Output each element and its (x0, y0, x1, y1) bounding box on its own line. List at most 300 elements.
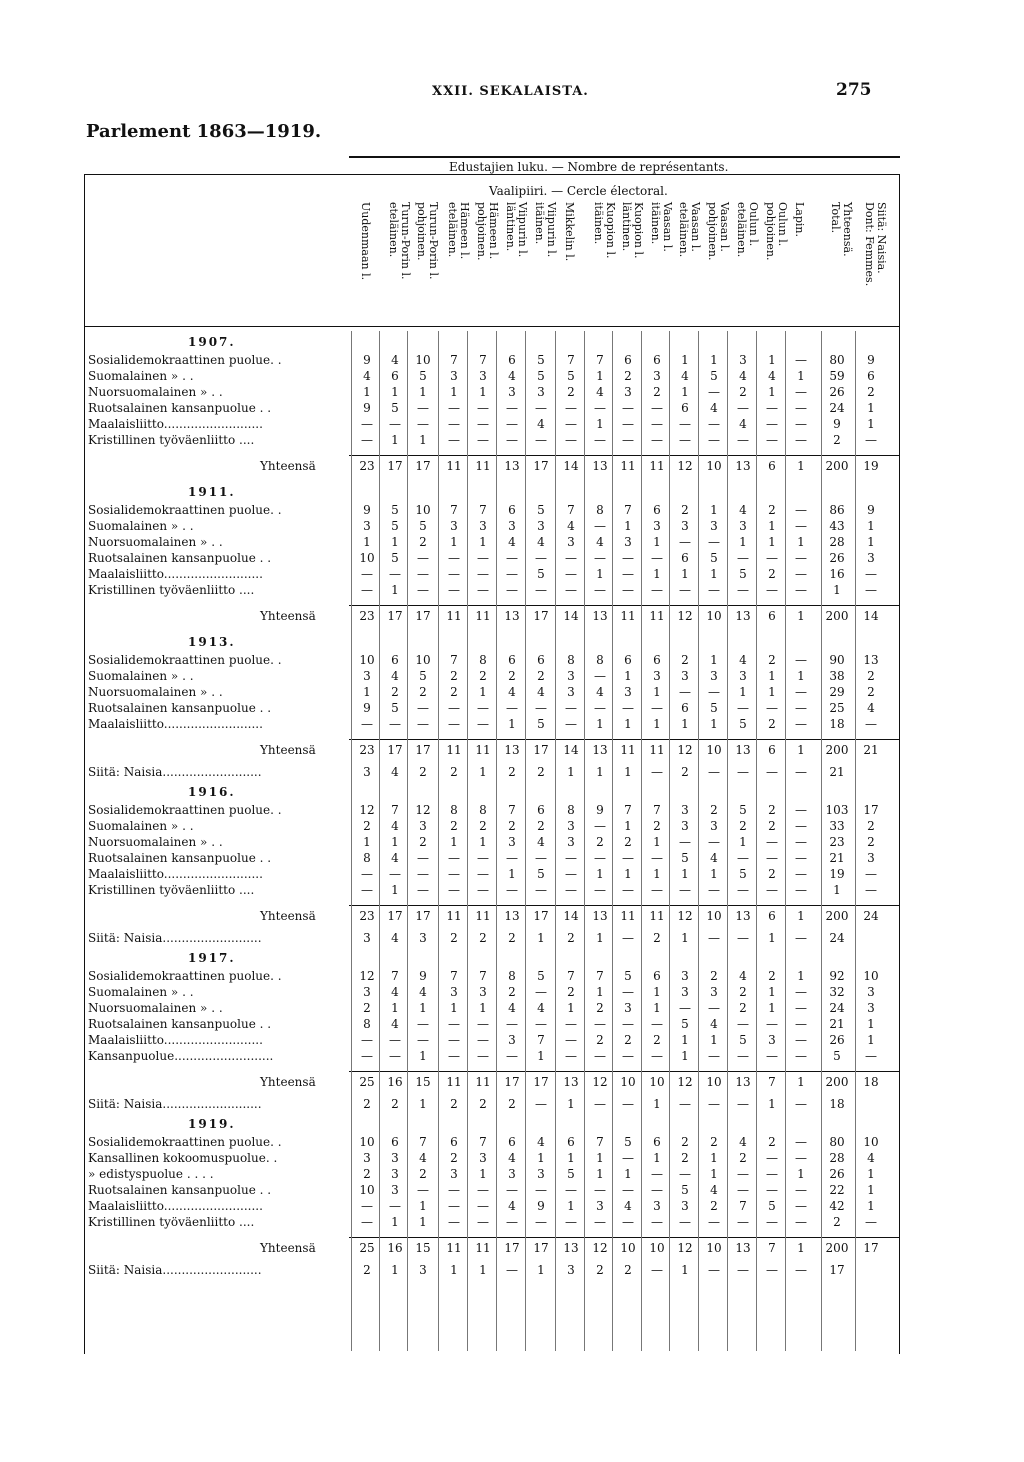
table-row (84, 1166, 900, 1182)
table-cell: 11 (475, 459, 491, 473)
table-cell: — (535, 401, 547, 415)
table-cell: — (795, 551, 807, 565)
table-cell: — (594, 583, 606, 597)
table-cell: 7 (391, 803, 399, 817)
table-cell: — (594, 519, 606, 533)
column-header-2 (381, 202, 412, 320)
table-cell: 10 (620, 1075, 636, 1089)
table-cell: — (622, 1097, 634, 1111)
table-cell: — (651, 417, 663, 431)
row-label: Nuorsuomalainen » . . (88, 535, 223, 549)
table-cell: 3 (567, 685, 575, 699)
table-cell: 3 (450, 369, 458, 383)
table-cell: — (448, 1199, 460, 1213)
table-cell: 1 (624, 819, 632, 833)
table-cell: — (766, 401, 778, 415)
table-cell: — (565, 883, 577, 897)
table-cell: 6 (768, 909, 776, 923)
table-cell: 4 (739, 369, 747, 383)
table-cell: 12 (677, 1241, 693, 1255)
table-cell: 17 (387, 609, 403, 623)
table-row (84, 518, 900, 534)
table-cell: 2 (653, 931, 661, 945)
column-header-3 (409, 202, 440, 320)
table-cell: — (448, 583, 460, 597)
table-cell: — (361, 717, 373, 731)
table-cell: — (865, 1215, 877, 1229)
table-cell: — (594, 551, 606, 565)
table-cell: 6 (508, 503, 516, 517)
table-cell: 13 (504, 609, 520, 623)
table-cell: 17 (533, 743, 549, 757)
row-label: Maalaisliitto.......................... (88, 717, 263, 731)
column-header-label: Hämeen l. pohjoinen. (475, 202, 500, 261)
table-cell: 2 (768, 867, 776, 881)
table-cell: 2 (537, 819, 545, 833)
table-cell: — (708, 1049, 720, 1063)
table-cell: 1 (450, 385, 458, 399)
table-cell: — (477, 1033, 489, 1047)
table-cell: 1 (867, 401, 875, 415)
table-cell: 5 (710, 551, 718, 565)
table-cell: — (795, 567, 807, 581)
table-cell: 25 (359, 1075, 375, 1089)
table-cell: 2 (596, 1263, 604, 1277)
table-cell: 200 (825, 909, 849, 923)
table-cell: — (594, 1017, 606, 1031)
table-cell: 6 (653, 1135, 661, 1149)
table-cell: — (361, 567, 373, 581)
table-cell: 17 (387, 743, 403, 757)
table-cell: 1 (681, 567, 689, 581)
table-cell: 1 (710, 867, 718, 881)
table-cell: — (795, 985, 807, 999)
table-cell: — (708, 765, 720, 779)
table-cell: 2 (450, 669, 458, 683)
table-cell: 4 (537, 1135, 545, 1149)
row-label: Yhteensä (260, 459, 316, 473)
table-cell: 4 (419, 985, 427, 999)
table-cell: — (795, 835, 807, 849)
table-row (84, 502, 900, 518)
table-cell: 2 (419, 835, 427, 849)
table-cell: — (594, 433, 606, 447)
row-label: Kansallinen kokoomuspuolue. . (88, 1151, 278, 1165)
table-cell: 1 (479, 385, 487, 399)
table-cell: 9 (867, 353, 875, 367)
table-cell: 7 (450, 969, 458, 983)
table-cell: — (795, 1199, 807, 1213)
table-cell: 5 (739, 1033, 747, 1047)
table-cell: 59 (829, 369, 845, 383)
table-cell: — (679, 1001, 691, 1015)
table-cell: — (622, 985, 634, 999)
column-rule (821, 331, 822, 1351)
table-cell: 12 (415, 803, 431, 817)
table-cell: 1 (479, 1167, 487, 1181)
table-cell: 1 (867, 417, 875, 431)
table-cell: 9 (833, 417, 841, 431)
table-cell: 8 (567, 653, 575, 667)
table-cell: 1 (624, 765, 632, 779)
table-cell: 11 (620, 909, 636, 923)
table-cell: 3 (681, 985, 689, 999)
row-label: Kristillinen työväenliitto .... (88, 583, 255, 597)
table-cell: 3 (710, 519, 718, 533)
table-cell: — (622, 1215, 634, 1229)
table-cell: — (766, 851, 778, 865)
table-cell: 9 (363, 503, 371, 517)
table-cell: 17 (504, 1075, 520, 1089)
table-cell: 1 (596, 717, 604, 731)
table-cell: 2 (479, 819, 487, 833)
table-cell: 1 (419, 1199, 427, 1213)
table-cell: — (795, 401, 807, 415)
table-cell: 3 (479, 1151, 487, 1165)
table-cell: — (506, 1263, 518, 1277)
table-cell: 17 (387, 909, 403, 923)
table-cell: 2 (508, 985, 516, 999)
table-cell: — (766, 765, 778, 779)
table-cell: — (651, 883, 663, 897)
table-cell: 1 (419, 433, 427, 447)
table-cell: 2 (653, 1033, 661, 1047)
table-cell: 12 (677, 909, 693, 923)
table-cell: 1 (508, 717, 516, 731)
group-header-representatives: Edustajien luku. — Nombre de représentants. (449, 160, 729, 174)
table-cell: 1 (596, 567, 604, 581)
row-label: Suomalainen » . . (88, 985, 194, 999)
table-cell: 3 (567, 535, 575, 549)
table-cell: 10 (863, 969, 879, 983)
table-cell: 1 (681, 717, 689, 731)
table-cell: 24 (829, 401, 845, 415)
row-label: Yhteensä (260, 1241, 316, 1255)
table-cell: — (565, 551, 577, 565)
table-cell: — (389, 867, 401, 881)
table-row (84, 882, 900, 898)
table-cell: 13 (735, 459, 751, 473)
table-cell: — (679, 535, 691, 549)
table-cell: 1 (391, 433, 399, 447)
row-label: Sosialidemokraattinen puolue. . (88, 1135, 282, 1149)
table-cell: 2 (479, 931, 487, 945)
table-cell: 1 (681, 385, 689, 399)
table-cell: 3 (450, 1167, 458, 1181)
table-cell: 42 (829, 1199, 845, 1213)
total-row (84, 742, 900, 758)
table-cell: 2 (768, 819, 776, 833)
table-cell: 5 (391, 551, 399, 565)
table-cell: 4 (391, 1017, 399, 1031)
table-cell: 2 (681, 765, 689, 779)
table-cell: 80 (829, 1135, 845, 1149)
table-cell: 17 (863, 803, 879, 817)
table-cell: — (417, 1033, 429, 1047)
table-cell: 1 (450, 835, 458, 849)
table-cell: 1 (419, 1097, 427, 1111)
table-cell: — (622, 701, 634, 715)
table-cell: — (766, 551, 778, 565)
table-cell: — (708, 535, 720, 549)
table-cell: 3 (363, 931, 371, 945)
table-cell: 2 (653, 385, 661, 399)
table-cell: — (565, 701, 577, 715)
table-cell: 7 (624, 803, 632, 817)
table-cell: — (506, 1215, 518, 1229)
page-number: 275 (836, 80, 872, 100)
table-cell: 3 (681, 803, 689, 817)
table-cell: 2 (710, 969, 718, 983)
table-cell: — (651, 401, 663, 415)
table-cell: — (795, 1263, 807, 1277)
table-cell: 7 (596, 969, 604, 983)
table-cell: 24 (829, 1001, 845, 1015)
table-cell: 1 (363, 685, 371, 699)
table-cell: 12 (677, 609, 693, 623)
table-cell: 2 (363, 1001, 371, 1015)
table-cell: — (594, 701, 606, 715)
column-header-label: Kuopion l. itäinen. (592, 202, 617, 259)
table-cell: — (766, 835, 778, 849)
row-label: Suomalainen » . . (88, 369, 194, 383)
table-cell: 2 (867, 819, 875, 833)
table-cell: 12 (592, 1075, 608, 1089)
table-cell: 11 (475, 1241, 491, 1255)
table-cell: 1 (797, 743, 805, 757)
table-cell: 200 (825, 459, 849, 473)
row-label: Kristillinen työväenliitto .... (88, 1215, 255, 1229)
table-cell: 2 (363, 1097, 371, 1111)
table-cell: 1 (567, 1199, 575, 1213)
table-cell: 3 (710, 669, 718, 683)
table-cell: — (477, 1017, 489, 1031)
table-cell: — (622, 433, 634, 447)
table-cell: 2 (419, 765, 427, 779)
table-cell: — (679, 433, 691, 447)
table-cell: 200 (825, 609, 849, 623)
table-cell: 7 (537, 1033, 545, 1047)
table-cell: 11 (446, 743, 462, 757)
table-cell: 13 (863, 653, 879, 667)
table-row (84, 930, 900, 946)
table-cell: 10 (359, 1135, 375, 1149)
table-cell: 11 (649, 909, 665, 923)
table-cell: 1 (867, 1199, 875, 1213)
table-cell: 2 (768, 803, 776, 817)
table-cell: — (565, 717, 577, 731)
table-cell: 5 (681, 1183, 689, 1197)
table-cell: 1 (537, 1263, 545, 1277)
table-cell: 4 (391, 819, 399, 833)
table-cell: 1 (479, 835, 487, 849)
table-cell: 6 (391, 369, 399, 383)
table-cell: 1 (653, 867, 661, 881)
column-header-label: Vaasan l. eteläinen. (677, 202, 702, 258)
table-cell: 1 (479, 765, 487, 779)
table-cell: — (477, 401, 489, 415)
table-cell: 3 (479, 519, 487, 533)
table-cell: 1 (537, 1151, 545, 1165)
table-cell: — (737, 401, 749, 415)
row-label: Maalaisliitto.......................... (88, 1033, 263, 1047)
table-cell: — (506, 851, 518, 865)
row-label: Nuorsuomalainen » . . (88, 835, 223, 849)
page-title: Parlement 1863—1919. (86, 121, 322, 142)
table-cell: — (417, 1017, 429, 1031)
table-cell: 4 (391, 985, 399, 999)
table-cell: — (766, 433, 778, 447)
row-label: Kristillinen työväenliitto .... (88, 433, 255, 447)
table-cell: 3 (363, 1151, 371, 1165)
table-cell: 43 (829, 519, 845, 533)
row-label: Sosialidemokraattinen puolue. . (88, 969, 282, 983)
table-cell: — (448, 401, 460, 415)
table-cell: 26 (829, 551, 845, 565)
row-label: Sosialidemokraattinen puolue. . (88, 503, 282, 517)
table-cell: 11 (446, 1241, 462, 1255)
table-cell: — (477, 567, 489, 581)
table-cell: 2 (419, 535, 427, 549)
table-cell: 3 (508, 519, 516, 533)
table-cell: 4 (681, 369, 689, 383)
table-cell: 1 (653, 535, 661, 549)
table-cell: — (448, 567, 460, 581)
table-cell: 1 (710, 567, 718, 581)
table-row (84, 968, 900, 984)
table-cell: 5 (739, 803, 747, 817)
table-cell: — (651, 1167, 663, 1181)
row-label: Nuorsuomalainen » . . (88, 1001, 223, 1015)
table-cell: — (594, 401, 606, 415)
table-cell: 2 (508, 669, 516, 683)
column-header-label: Mikkelin l. (563, 202, 576, 262)
table-cell: — (594, 1215, 606, 1229)
table-cell: — (506, 433, 518, 447)
table-cell: 4 (739, 969, 747, 983)
table-cell: 1 (797, 669, 805, 683)
table-cell: — (795, 503, 807, 517)
table-cell: 1 (710, 1167, 718, 1181)
table-cell: 3 (508, 835, 516, 849)
table-cell: 3 (479, 985, 487, 999)
table-cell: 17 (387, 459, 403, 473)
column-header-5 (469, 202, 500, 320)
table-row (84, 1096, 900, 1112)
table-cell: 5 (624, 969, 632, 983)
table-cell: 4 (537, 685, 545, 699)
table-cell: — (417, 417, 429, 431)
table-cell: 1 (363, 835, 371, 849)
table-cell: 13 (735, 1075, 751, 1089)
table-cell: — (795, 385, 807, 399)
table-cell: 17 (829, 1263, 845, 1277)
table-cell: — (737, 931, 749, 945)
table-cell: — (417, 567, 429, 581)
table-cell: 26 (829, 385, 845, 399)
table-cell: 5 (391, 503, 399, 517)
table-cell: 6 (867, 369, 875, 383)
table-cell: 3 (681, 969, 689, 983)
table-cell: 1 (653, 1001, 661, 1015)
table-cell: 1 (419, 1215, 427, 1229)
table-cell: 21 (863, 743, 879, 757)
table-cell: 2 (833, 1215, 841, 1229)
column-header-label: Oulun l. pohjoinen. (764, 202, 789, 261)
table-cell: 3 (653, 519, 661, 533)
table-cell: — (708, 1215, 720, 1229)
table-cell: 5 (391, 519, 399, 533)
table-cell: 12 (359, 969, 375, 983)
table-cell: 3 (768, 1033, 776, 1047)
table-cell: 2 (391, 685, 399, 699)
table-row (84, 834, 900, 850)
table-cell: — (361, 1033, 373, 1047)
table-cell: 10 (863, 1135, 879, 1149)
table-cell: 5 (833, 1049, 841, 1063)
table-cell: 23 (359, 743, 375, 757)
year-heading (84, 634, 900, 650)
table-cell: 1 (681, 931, 689, 945)
table-cell: — (594, 851, 606, 865)
table-cell: — (565, 1215, 577, 1229)
row-label: Yhteensä (260, 909, 316, 923)
table-cell: 7 (653, 803, 661, 817)
table-row (84, 1032, 900, 1048)
table-cell: 8 (567, 803, 575, 817)
table-cell: 1 (797, 1167, 805, 1181)
table-cell: 6 (653, 653, 661, 667)
table-cell: — (506, 1049, 518, 1063)
table-cell: — (865, 1049, 877, 1063)
table-cell: 32 (829, 985, 845, 999)
table-cell: 1 (596, 417, 604, 431)
table-cell: 5 (739, 717, 747, 731)
row-label: Yhteensä (260, 743, 316, 757)
table-cell: — (594, 1097, 606, 1111)
table-cell: 2 (710, 1199, 718, 1213)
table-cell: — (651, 583, 663, 597)
table-cell: — (506, 883, 518, 897)
table-cell: 10 (649, 1075, 665, 1089)
table-cell: 12 (677, 743, 693, 757)
table-cell: — (417, 867, 429, 881)
table-cell: — (506, 401, 518, 415)
column-rule (525, 331, 526, 1351)
table-cell: 1 (710, 503, 718, 517)
column-header-16 (787, 202, 815, 320)
table-cell: 26 (829, 1167, 845, 1181)
table-cell: — (565, 867, 577, 881)
row-label: 1917. (188, 951, 236, 965)
table-cell: 1 (567, 765, 575, 779)
table-cell: — (651, 551, 663, 565)
table-cell: — (651, 433, 663, 447)
table-cell: 3 (419, 931, 427, 945)
column-header-label: Yhteensä. Total. (829, 202, 854, 257)
table-cell: 1 (479, 685, 487, 699)
table-cell: — (506, 1183, 518, 1197)
table-row (84, 550, 900, 566)
table-cell: 7 (479, 353, 487, 367)
table-cell: — (477, 1183, 489, 1197)
row-label: Ruotsalainen kansanpuolue . . (88, 551, 272, 565)
table-cell: 11 (475, 909, 491, 923)
table-cell: 4 (710, 851, 718, 865)
column-header-4 (440, 202, 471, 320)
table-cell: — (708, 835, 720, 849)
table-cell: 13 (592, 609, 608, 623)
